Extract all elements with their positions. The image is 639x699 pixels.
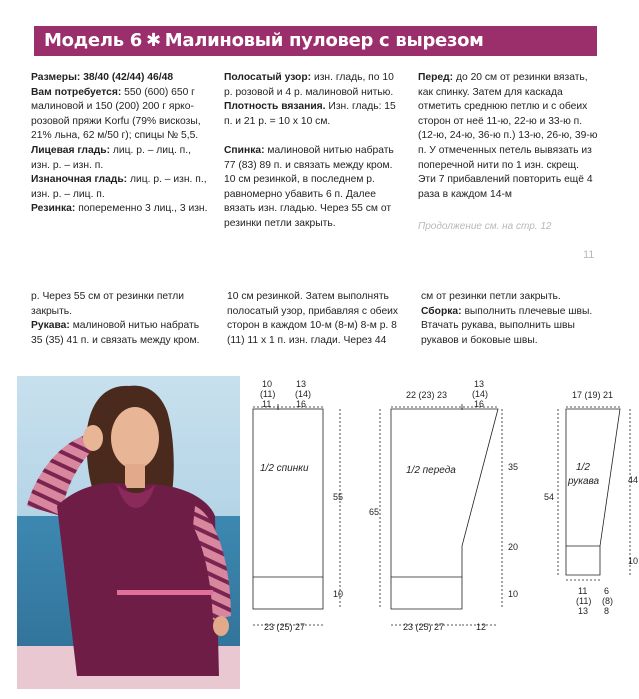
instructions-bottom-2 [227,290,407,348]
back-height-main: 55 [333,492,344,502]
materials-label: Вам потребуется: [31,86,122,98]
front-width-extra: 12 [476,622,487,632]
back-top-left-1: 10 [262,379,273,389]
sleeve-height-total: 54 [544,492,555,502]
page-number: 11 [583,249,595,261]
sleeve-bottom-left-3: 13 [578,606,589,616]
instructions-column-2 [224,71,404,232]
front-height-total: 65 [369,507,380,517]
star-icon: ✱ [145,30,161,51]
schematics [240,370,639,670]
back-height-rib: 10 [333,589,344,599]
sleeve-bottom-right-3: 8 [604,606,610,616]
materials-value: 550 (600) 650 г малиновой и 150 (200) 200 г ярко-розовой пряжи Korfu (79% вискозы, 21% льна, 62 м/50 г); спицы № 5,5. [31,86,201,142]
front-top-right-3: 16 [474,399,485,409]
sleeve-height-stripe: 44 [628,475,639,485]
front-height-rib: 10 [508,589,519,599]
instructions-bottom-3 [421,290,601,348]
back-value: малиновой нитью набрать 77 (83) 89 п. и связать между кром. 10 см резинкой, в последнем р. равномерно убавить 6 п. Далее вязать изн. гладью. Через 55 см от резинки петли закрыть. [224,144,394,229]
front-height-mid: 20 [508,542,519,552]
sleeve-value: малиновой нитью набрать 35 (35) 41 п. и связать между кром. [31,320,200,346]
model-number: Модель 6 [44,30,142,51]
back-top-right-2: (14) [295,389,312,399]
sleeve-piece-label-2: рукава [568,476,600,487]
front-width: 23 (25) 27 [403,622,445,632]
back-width: 23 (25) 27 [264,622,306,632]
model-photo-image [17,376,240,689]
instructions-column-3 [418,71,598,202]
back-top-right-1: 13 [296,379,307,389]
back-piece-label: 1/2 спинки [260,463,309,474]
back-top-left-2: (11) [260,389,276,399]
gauge-label: Плотность вязания. [224,101,326,113]
stripe-pattern-label: Полосатый узор: [224,72,312,83]
front-height-upper: 35 [508,462,519,472]
back-label: Спинка: [224,144,265,156]
sleeve-piece-outline [566,409,620,575]
stockinette-label: Лицевая гладь: [31,144,110,156]
front-label: Перед: [418,72,454,83]
sleeve-bottom-right-1: 6 [604,586,610,596]
continued-note: Продолжение см. на стр. 12 [418,221,552,232]
reverse-stockinette-value: лиц. р. – изн. п., изн. р. – лиц. п. [31,174,207,200]
sleeve-label: Рукава: [31,320,70,332]
instructions-bottom-1 [31,290,211,348]
front-piece-label: 1/2 переда [406,465,456,476]
front-value: до 20 см от резинки вязать, как спинку. Затем для каскада отметить среднюю петлю и с обеих сторон от неё 11-ю, 22-ю и 33-ю п. (12-ю, 24-ю, 36-ю п.) 13-ю, 26-ю, 39-ю п. У отмеченных петель вывязать из поперечной нити по 1 изн. скрещ. Эти 7 прибавлений повторить ещё 4 раза в каждом 14-м [418,72,598,200]
schematics-drawing [240,370,639,670]
sleeve-piece-label-1: 1/2 [576,462,590,473]
front-top-left: 22 (23) 23 [406,390,448,400]
back-top-right-3: 16 [296,399,307,409]
model-name: Малиновый пуловер с вырезом [164,30,484,51]
sizes-value: 38/40 (42/44) 46/48 [83,72,174,83]
sleeve-bottom-left-2: (11) [576,596,592,606]
front-top-right-1: 13 [474,379,485,389]
back-top-left-3: 11 [262,399,272,409]
model-photo [17,376,240,689]
sleeve-height-rib: 10 [628,556,639,566]
assembly-value: выполнить плечевые швы. Втачать рукава, выполнить швы рукавов и боковые швы. [421,305,593,346]
stockinette-value: лиц. р. – лиц. п., изн. р. – изн. п. [31,144,191,171]
reverse-stockinette-label: Изнаночная гладь: [31,174,128,186]
sleeve-continued-text: 10 см резинкой. Затем выполнять полосатый узор, прибавляя с обеих сторон в каждом 10-м (8-м) 8-м р. 8 (11) 11 x 1 п. изн. глади. Через 44 [227,291,399,346]
stripe-pattern-value: изн. гладь, по 10 р. розовой и 4 р. малиновой нитью. [224,72,394,98]
title-bar [34,26,597,56]
rib-label: Резинка: [31,203,76,215]
front-top-right-2: (14) [472,389,489,399]
assembly-label: Сборка: [421,305,462,317]
page-title [44,30,484,51]
rib-value: попеременно 3 лиц., 3 изн. [78,203,208,215]
sleeve-bottom-left-1: 11 [578,586,588,596]
sleeve-bottom-right-2: (8) [602,596,613,606]
instructions-column-1 [31,71,211,217]
back-end-text: р. Через 55 см от резинки петли закрыть. [31,291,185,317]
gauge-value: Изн. гладь: 15 п. и 21 р. = 10 x 10 см. [224,101,396,127]
front-piece-outline [391,409,498,609]
sleeve-end-text: см от резинки петли закрыть. [421,291,561,302]
back-piece-outline [253,409,323,609]
sleeve-top: 17 (19) 21 [572,390,614,400]
sizes-label: Размеры: [31,72,81,83]
